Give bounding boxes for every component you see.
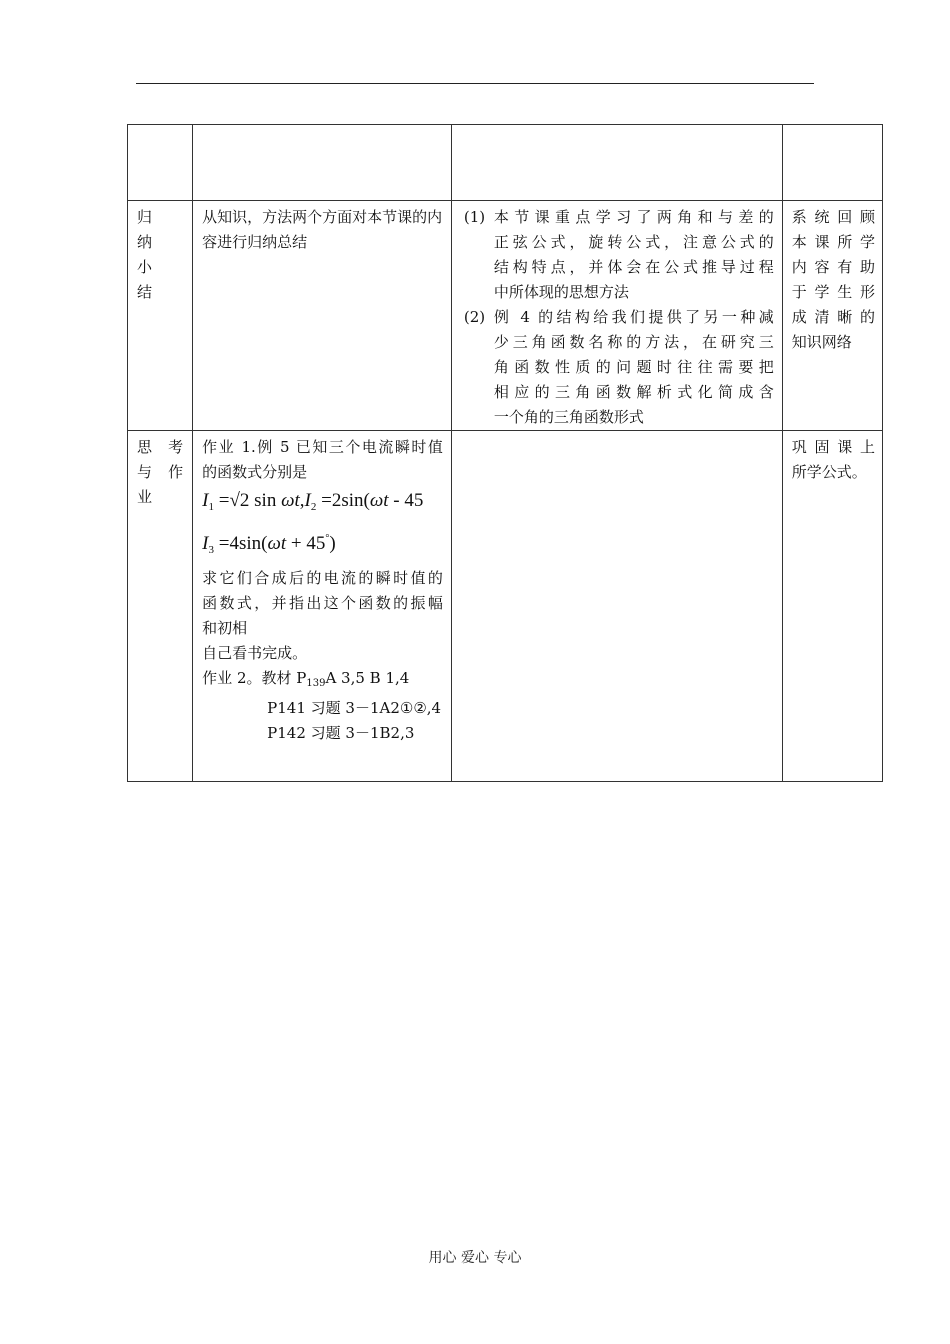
stage-char: 结 xyxy=(137,283,153,301)
stage-cell-summary xyxy=(128,201,193,431)
homework-2-suffix: A 3,5 B 1,4 xyxy=(325,669,410,687)
stage-char: 小 xyxy=(137,258,153,276)
list-item-number: (1) xyxy=(463,208,486,226)
list-item xyxy=(463,205,774,305)
table-row-homework xyxy=(128,431,883,782)
empty-cell xyxy=(193,125,452,201)
homework-2-line xyxy=(202,666,451,696)
list-item-line: 结构特点，并体会在公式推导过程 xyxy=(493,258,774,276)
page-footer: 用心 爱心 专心 xyxy=(428,1250,522,1266)
formula-subscript: 2 xyxy=(310,501,317,513)
header-rule xyxy=(136,83,814,84)
formula-var: ωt xyxy=(369,490,389,511)
purpose-line: 本 课 所 学 xyxy=(791,233,875,251)
list-item-line: 少三角函数名称的方法，在研究三 xyxy=(493,333,774,351)
stage-char: 归 xyxy=(137,208,153,226)
table-row-empty xyxy=(128,125,883,201)
empty-cell xyxy=(451,431,782,782)
purpose-line: 知识网络 xyxy=(791,333,852,351)
homework-2-prefix: 作业 2。教材 P xyxy=(202,669,307,687)
table-row-summary xyxy=(128,201,883,431)
stage-cell-homework xyxy=(128,431,193,782)
homework-question-line: 求它们合成后的电流的瞬时值的 xyxy=(202,569,443,587)
purpose-line: 巩 固 课 上 xyxy=(791,438,875,456)
formula-var: ωt xyxy=(281,490,300,511)
stage-char: 与 xyxy=(137,463,153,481)
design-purpose-cell xyxy=(782,201,882,431)
homework-2-page: 139 xyxy=(306,678,326,689)
formula-text: =4sin( xyxy=(214,533,268,554)
stage-char: 业 xyxy=(137,488,153,506)
formula-text: + 45 xyxy=(286,533,326,554)
formula-var: ωt xyxy=(267,533,287,554)
list-item-number: (2) xyxy=(463,308,486,326)
homework-intro-line: 作业 1.例 5 已知三个电流瞬时值 xyxy=(202,438,443,456)
list-item-line: 正弦公式，旋转公式，注意公式的 xyxy=(493,233,774,251)
homework-question-line: 和初相 xyxy=(202,619,248,637)
lesson-plan-table xyxy=(127,124,883,782)
list-item-line: 中所体现的思想方法 xyxy=(493,283,629,301)
formula-text: ) xyxy=(329,533,336,554)
formula-subscript: 3 xyxy=(208,544,214,556)
empty-cell xyxy=(128,125,193,201)
current-formula-1 xyxy=(202,485,451,523)
list-item-line: 例 4 的结构给我们提供了另一种减 xyxy=(493,308,774,326)
student-activity-cell xyxy=(451,201,782,431)
purpose-line: 内 容 有 助 xyxy=(791,258,875,276)
homework-2-line: P142 习题 3－1B2,3 xyxy=(267,724,415,742)
self-study-note: 自己看书完成。 xyxy=(202,644,308,662)
stage-char: 纳 xyxy=(137,233,153,251)
list-item-line: 一个角的三角函数形式 xyxy=(493,408,644,426)
homework-cell xyxy=(193,431,452,782)
teacher-activity-text: 从知识，方法两个方面对本节课的内容进行归纳总结 xyxy=(202,208,443,251)
formula-var: I xyxy=(202,533,209,554)
teacher-activity-cell xyxy=(193,201,452,431)
purpose-line: 系 统 回 顾 xyxy=(791,208,875,226)
empty-cell xyxy=(782,125,882,201)
formula-text: =2sin( xyxy=(316,490,370,511)
formula-degree: ° xyxy=(325,533,330,544)
formula-text: =√2 sin xyxy=(214,490,282,511)
formula-text: , xyxy=(299,490,305,511)
formula-var: I xyxy=(304,490,311,511)
list-item-line: 角函数性质的问题时往往需要把 xyxy=(493,358,774,376)
list-item xyxy=(463,305,774,430)
stage-char: 思 xyxy=(137,438,153,456)
homework-intro-line: 的函数式分别是 xyxy=(202,463,308,481)
design-purpose-cell xyxy=(782,431,882,782)
current-formula-2 xyxy=(202,523,451,566)
formula-text: - 45 xyxy=(388,490,424,511)
empty-cell xyxy=(451,125,782,201)
formula-subscript: 1 xyxy=(208,501,214,513)
purpose-line: 于 学 生 形 xyxy=(791,283,875,301)
homework-question-line: 函数式，并指出这个函数的振幅 xyxy=(202,594,443,612)
homework-2-line: P141 习题 3－1A2①②,4 xyxy=(267,699,442,717)
list-item-line: 相应的三角函数解析式化简成含 xyxy=(493,383,774,401)
list-item-line: 本节课重点学习了两角和与差的 xyxy=(493,208,774,226)
purpose-line: 所学公式。 xyxy=(791,463,867,481)
stage-char: 考 xyxy=(168,438,184,456)
formula-var: I xyxy=(202,490,209,511)
purpose-line: 成 清 晰 的 xyxy=(791,308,875,326)
stage-char: 作 xyxy=(168,463,184,481)
